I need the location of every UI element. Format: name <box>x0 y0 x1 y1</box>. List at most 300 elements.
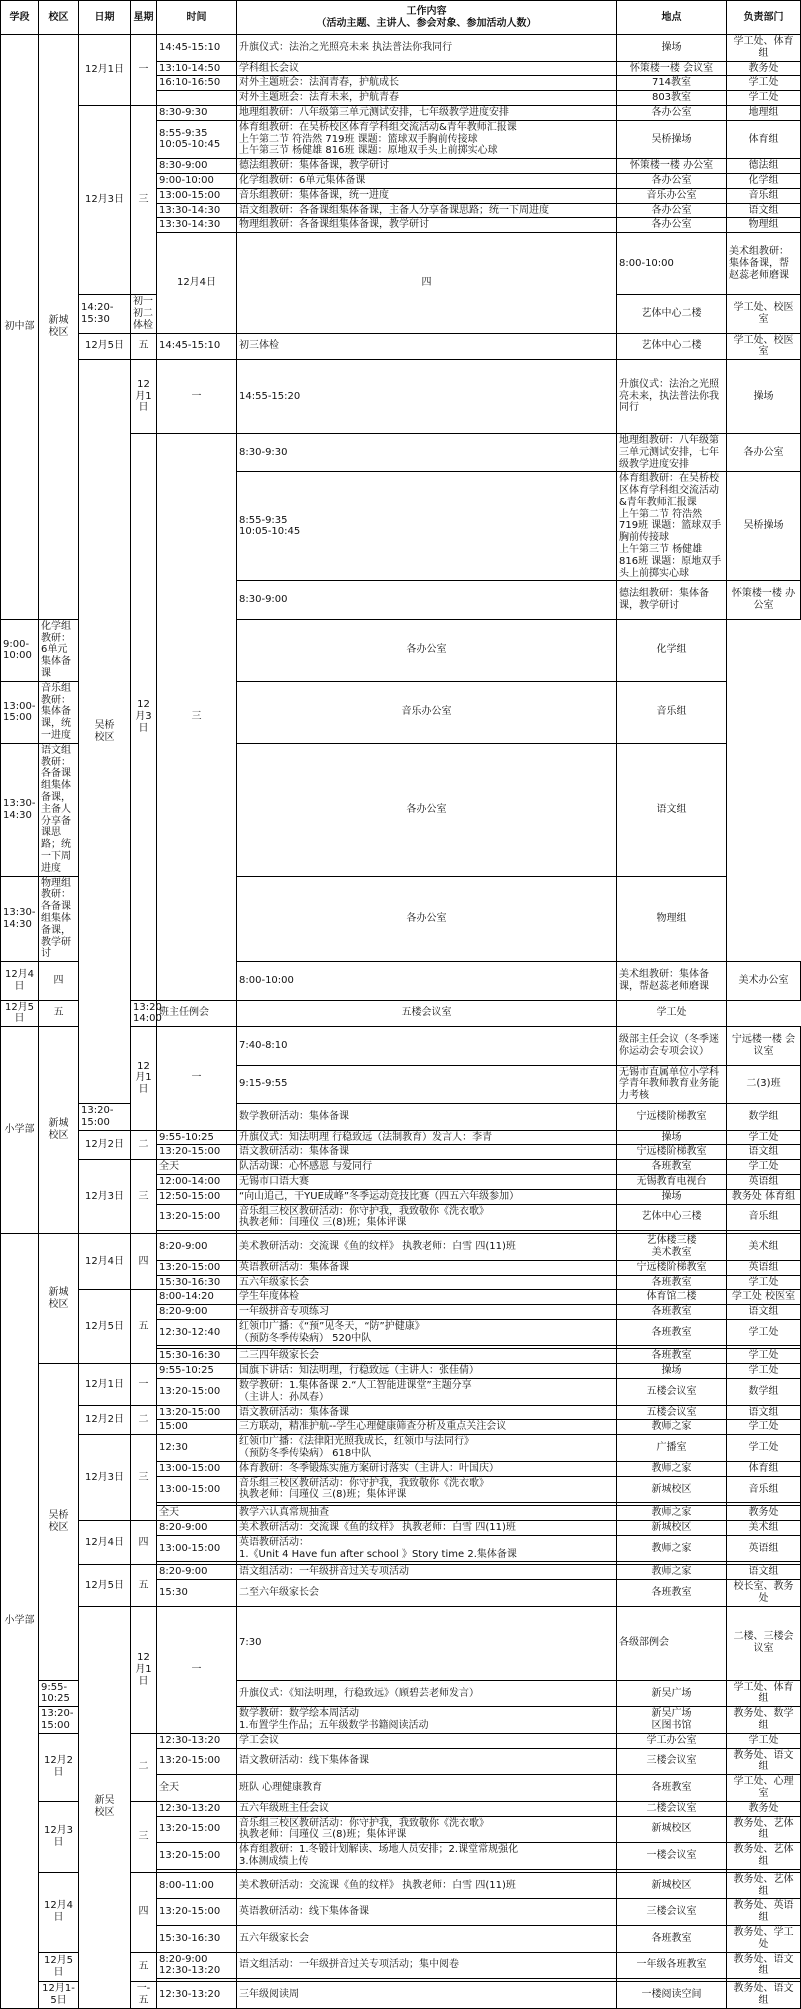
location-cell: 艺体楼三楼 美术教室 <box>617 1234 727 1261</box>
table-row <box>1 1405 801 1420</box>
time-cell: 15:30 <box>157 1580 237 1607</box>
content-cell: 体育组教研：在吴桥校区体育学科组交流活动&青年教师汇报课 上午第二节 符浩然 719班 课题：篮球双手胸前传接球 上午第三节 杨健雄 816班 课题：原地双手头上前掷实心球 <box>617 472 727 581</box>
campus-cell: 新吴 校区 <box>79 1606 131 2008</box>
time-cell: 13:00-15:00 <box>1 681 39 743</box>
content-cell: 初一初二体检 <box>131 295 157 333</box>
time-cell: 13:20-15:00 <box>157 1899 237 1926</box>
content-cell: 体育教研：冬季锻炼实施方案研讨落实（主讲人：叶国庆） <box>237 1461 617 1476</box>
content-cell: 一年级拼音专项练习 <box>237 1305 617 1320</box>
table-row <box>1 1364 801 1379</box>
content-cell: 体育组教研：1.冬锻计划解读、场地人员安排；2.课堂常规强化 3.体测成绩上传 <box>237 1843 617 1870</box>
owner-cell: 数学组 <box>727 1103 801 1130</box>
owner-cell: 学工处 <box>727 1364 801 1379</box>
date-cell: 12月3日 <box>79 105 131 294</box>
table-row <box>1 333 801 360</box>
date-cell: 12月1日 <box>79 1364 131 1405</box>
owner-cell: 教务处 <box>727 61 801 76</box>
header-date: 日期 <box>79 1 131 35</box>
time-cell: 13:00-15:00 <box>157 1476 237 1503</box>
time-cell: 9:55-10:25 <box>157 1364 237 1379</box>
location-cell: 操场 <box>617 1130 727 1145</box>
date-cell: 12月5日 <box>39 1952 79 1982</box>
header-dept: 学段 <box>1 1 39 35</box>
owner-cell: 英语组 <box>727 1174 801 1189</box>
date-cell: 12月3日 <box>131 433 157 1000</box>
date-cell: 12月1-5日 <box>39 1982 79 2009</box>
weekday-cell: 一 <box>131 1364 157 1405</box>
owner-cell: 音乐组 <box>617 681 727 743</box>
time-cell: 13:20-15:00 <box>157 1405 237 1420</box>
content-cell: 物理组教研：各备课组集体备课，教学研讨 <box>39 876 79 962</box>
time-cell: 15:30-16:30 <box>157 1925 237 1952</box>
owner-cell: 体育组 <box>727 120 801 158</box>
time-cell: 13:30-14:30 <box>157 203 237 218</box>
content-cell: 语文组教研：各备课组集体备课，主备人分享备课思路；统一下周进度 <box>39 743 79 876</box>
time-cell: 16:10-16:50 <box>157 76 237 91</box>
table-row <box>1 360 801 434</box>
owner-cell: 化学组 <box>617 619 727 681</box>
campus-cell: 吴桥 校区 <box>39 1364 79 1680</box>
date-cell: 12月5日 <box>1 1000 39 1027</box>
owner-cell: 语文组 <box>727 1145 801 1160</box>
table-row <box>1 35 801 62</box>
campus-cell: 新城 校区 <box>39 35 79 620</box>
location-cell: 音乐办公室 <box>237 681 617 743</box>
location-cell: 各班教室 <box>617 1305 727 1320</box>
time-cell: 13:20-15:00 <box>157 1379 237 1406</box>
content-cell: 音乐组教研：集体备课，统一进度 <box>237 188 617 203</box>
date-cell: 12月2日 <box>79 1405 131 1435</box>
owner-cell: 美术组 <box>727 1521 801 1536</box>
time-cell: 12:30-13:20 <box>157 1801 237 1816</box>
header-time: 时间 <box>157 1 237 35</box>
dept-cell: 初中部 <box>1 35 39 620</box>
content-cell: 美术组教研：集体备课，帮赵蕊老师磨课 <box>727 233 801 295</box>
date-cell: 12月4日 <box>39 1872 79 1952</box>
content-cell: 二至六年级家长会 <box>237 1580 617 1607</box>
location-cell: 怀策楼一楼 办公室 <box>617 159 727 174</box>
location-cell: 各班教室 <box>617 1160 727 1175</box>
time-cell: 14:20-15:30 <box>79 295 131 333</box>
weekday-cell: 五 <box>131 1565 157 1606</box>
location-cell: 新城校区 <box>617 1872 727 1899</box>
location-cell: 怀策楼一楼 办公室 <box>727 581 801 619</box>
location-cell: 各办公室 <box>617 218 727 233</box>
owner-cell: 学工处、校医室 <box>727 333 801 360</box>
weekday-cell: 三 <box>131 1160 157 1234</box>
weekday-cell: 三 <box>131 1801 157 1872</box>
campus-cell: 新城 校区 <box>39 1234 79 1364</box>
location-cell: 各办公室 <box>727 433 801 471</box>
location-cell: 三楼会议室 <box>617 1748 727 1775</box>
content-cell: 物理组教研：各备课组集体备课，教学研讨 <box>237 218 617 233</box>
table-row <box>1 1565 801 1580</box>
content-cell: 数学教研：数学绘本周活动 1.布置学生作品；五年级数学书籍阅读活动 <box>237 1707 617 1734</box>
owner-cell: 学工处、校医室 <box>727 295 801 333</box>
time-cell: 14:45-15:10 <box>157 35 237 62</box>
time-cell: 8:30-9:00 <box>237 581 617 619</box>
location-cell: 各办公室 <box>237 619 617 681</box>
content-cell: 学生年度体检 <box>237 1290 617 1305</box>
content-cell: 英语教研活动：线下集体备课 <box>237 1899 617 1926</box>
owner-cell: 音乐组 <box>727 1476 801 1503</box>
time-cell: 12:50-15:00 <box>157 1189 237 1204</box>
owner-cell: 学工处 <box>727 76 801 91</box>
owner-cell: 美术组 <box>727 1234 801 1261</box>
time-cell: 13:00-15:00 <box>157 1535 237 1562</box>
location-cell: 各班教室 <box>617 1349 727 1364</box>
content-cell: 学科组长会议 <box>237 61 617 76</box>
date-cell: 12月4日 <box>79 1234 131 1290</box>
content-cell: 二三四年级家长会 <box>237 1349 617 1364</box>
location-cell: 音乐办公室 <box>617 188 727 203</box>
time-cell: 9:00-10:00 <box>157 173 237 188</box>
location-cell: 宁远楼阶梯教室 <box>617 1103 727 1130</box>
owner-cell: 教务处、艺体组 <box>727 1816 801 1843</box>
location-cell: 二楼会议室 <box>617 1801 727 1816</box>
time-cell: 14:55-15:20 <box>237 360 617 434</box>
owner-cell: 教务处 <box>727 1801 801 1816</box>
owner-cell: 语文组 <box>727 1565 801 1580</box>
location-cell: 一年级各班教室 <box>617 1952 727 1979</box>
location-cell: 各办公室 <box>237 876 617 962</box>
location-cell: 各班教室 <box>617 1275 727 1290</box>
location-cell: 体育馆二楼 <box>617 1290 727 1305</box>
time-cell: 全天 <box>157 1160 237 1175</box>
weekday-cell: 四 <box>131 1521 157 1565</box>
owner-cell: 教务处、艺体组 <box>727 1843 801 1870</box>
content-cell: 音乐组三校区教研活动：你守护我，我致敬你《洗衣歌》 执教老师：闫瑾仪 三(8)班；集体评课 <box>237 1204 617 1231</box>
owner-cell: 教务处 体育组 <box>727 1189 801 1204</box>
weekday-cell: 一 <box>157 1027 237 1130</box>
time-cell: 8:20-9:00 <box>157 1234 237 1261</box>
owner-cell: 语文组 <box>727 203 801 218</box>
location-cell: 一楼会议室 <box>617 1843 727 1870</box>
owner-cell: 学工处 <box>727 1349 801 1364</box>
content-cell: 语文组教研：各备课组集体备课，主备人分享备课思路；统一下周进度 <box>237 203 617 218</box>
content-cell: 语文组活动：一年级拼音过关专项活动 <box>237 1565 617 1580</box>
owner-cell: 教务处、艺体组 <box>727 1872 801 1899</box>
time-cell: 13:20-15:00 <box>79 1103 131 1130</box>
time-cell: 8:00-11:00 <box>157 1872 237 1899</box>
content-cell: 英语教研活动： 1.《Unit 4 Have fun after school 》Story time 2.集体备课 <box>237 1535 617 1562</box>
location-cell: 各办公室 <box>617 203 727 218</box>
owner-cell: 英语组 <box>727 1260 801 1275</box>
time-cell: 13:20-15:00 <box>157 1260 237 1275</box>
content-cell: 美术教研活动：交流课《鱼的纹样》 执教老师：白雪 四(11)班 <box>237 1521 617 1536</box>
time-cell: 8:30-9:00 <box>157 159 237 174</box>
header-location: 地点 <box>617 1 727 35</box>
location-cell: 教师之家 <box>617 1565 727 1580</box>
time-cell: 13:00-15:00 <box>157 1461 237 1476</box>
owner-cell: 教务处、学工处 <box>727 1925 801 1952</box>
table-row <box>1 1435 801 1462</box>
date-cell: 12月1日 <box>131 1027 157 1130</box>
location-cell: 五楼会议室 <box>237 1000 617 1027</box>
time-cell: 12:30-13:20 <box>157 1982 237 2009</box>
content-cell: 化学组教研：6单元集体备课 <box>39 619 79 681</box>
table-row <box>1 1521 801 1536</box>
time-cell: 12:30 <box>157 1435 237 1462</box>
time-cell: 13:10-14:50 <box>157 61 237 76</box>
date-cell: 12月3日 <box>79 1435 131 1521</box>
content-cell: 德法组教研：集体备课，教学研讨 <box>617 581 727 619</box>
time-cell: 15:30-16:30 <box>157 1349 237 1364</box>
owner-cell: 数学组 <box>727 1379 801 1406</box>
location-cell: 各办公室 <box>617 173 727 188</box>
time-cell: 15:00 <box>157 1420 237 1435</box>
content-cell: 无锡市口语大赛 <box>237 1174 617 1189</box>
date-cell: 12月1日 <box>131 1606 157 1733</box>
owner-cell: 学工处、心理室 <box>727 1775 801 1802</box>
owner-cell: 教务处、语文组 <box>727 1748 801 1775</box>
location-cell: 宁远楼阶梯教室 <box>617 1145 727 1160</box>
owner-cell: 学工处 <box>617 1000 727 1027</box>
content-cell: “向山追己，干YUE成峰”冬季运动竞技比赛（四五六年级参加） <box>237 1189 617 1204</box>
date-cell: 12月4日 <box>157 233 237 333</box>
time-cell: 8:55-9:35 10:05-10:45 <box>157 120 237 158</box>
owner-cell: 学工处 <box>727 1733 801 1748</box>
location-cell: 美术办公室 <box>727 962 801 1000</box>
owner-cell: 教务处、语文组 <box>727 1952 801 1979</box>
table-row <box>1 1160 801 1175</box>
content-cell: 美术教研活动：交流课《鱼的纹样》 执教老师：白雪 四(11)班 <box>237 1872 617 1899</box>
location-cell: 学工办公室 <box>617 1733 727 1748</box>
owner-cell: 语文组 <box>727 1405 801 1420</box>
content-cell: 美术组教研：集体备课，帮赵蕊老师磨课 <box>617 962 727 1000</box>
owner-cell: 学工处、体育组 <box>727 1680 801 1707</box>
table-row <box>1 1130 801 1145</box>
content-cell: 英语教研活动：集体备课 <box>237 1260 617 1275</box>
location-cell: 二楼、三楼会议室 <box>727 1606 801 1680</box>
time-cell: 8:20-9:00 12:30-13:20 <box>157 1952 237 1979</box>
location-cell: 三楼会议室 <box>617 1899 727 1926</box>
table-row <box>1 1606 801 1680</box>
weekday-cell: 一 <box>157 360 237 434</box>
time-cell: 12:00-14:00 <box>157 1174 237 1189</box>
weekday-cell: 三 <box>131 1435 157 1521</box>
date-cell: 12月5日 <box>79 333 131 360</box>
owner-cell: 教务处 <box>727 1506 801 1521</box>
date-cell: 12月5日 <box>79 1565 131 1606</box>
content-cell: 升旗仪式：知法明理 行稳致远（法制教育）发言人：李青 <box>237 1130 617 1145</box>
content-cell: 德法组教研：集体备课，教学研讨 <box>237 159 617 174</box>
owner-cell: 教务处、语文组 <box>727 1982 801 2009</box>
location-cell: 操场 <box>617 1364 727 1379</box>
content-cell: 级部主任会议（冬季迷你运动会专项会议） <box>617 1027 727 1065</box>
time-cell: 全天 <box>157 1506 237 1521</box>
time-cell: 13:30-14:30 <box>1 743 39 876</box>
time-cell: 8:20-9:00 <box>157 1565 237 1580</box>
time-cell: 8:20-9:00 <box>157 1521 237 1536</box>
dept-cell: 小学部 <box>1 1234 39 2009</box>
time-cell: 7:40-8:10 <box>237 1027 617 1065</box>
location-cell: 新城校区 <box>617 1476 727 1503</box>
location-cell: 怀策楼一楼 会议室 <box>617 61 727 76</box>
content-cell: 三方联动，精准护航--学生心理健康筛查分析及重点关注会议 <box>237 1420 617 1435</box>
weekday-cell: 五 <box>131 1290 157 1364</box>
location-cell: 各办公室 <box>617 105 727 120</box>
weekday-cell: 一-五 <box>131 1982 157 2009</box>
content-cell: 国旗下讲话：知法明理，行稳致远（主讲人：张佳倩） <box>237 1364 617 1379</box>
date-cell: 12月5日 <box>79 1290 131 1364</box>
content-cell: 五六年级家长会 <box>237 1275 617 1290</box>
time-cell: 13:20-15:00 <box>157 1145 237 1160</box>
content-cell: 学工会议 <box>237 1733 617 1748</box>
time-cell: 13:20-14:00 <box>131 1000 157 1027</box>
location-cell: 新城校区 <box>617 1816 727 1843</box>
weekday-cell: 四 <box>237 233 617 333</box>
owner-cell: 学工处 <box>727 1435 801 1462</box>
time-cell: 9:55-10:25 <box>157 1130 237 1145</box>
owner-cell: 物理组 <box>727 218 801 233</box>
owner-cell: 学工处 <box>727 1275 801 1290</box>
time-cell: 15:30-16:30 <box>157 1275 237 1290</box>
content-cell: 地理组教研：八年级第三单元测试安排，七年级教学进度安排 <box>237 105 617 120</box>
location-cell: 二(3)班 <box>727 1065 801 1103</box>
content-cell: 队活动课：心怀感恩 与爱同行 <box>237 1160 617 1175</box>
date-cell: 12月4日 <box>79 1521 131 1565</box>
content-cell: 数学教研活动：集体备课 <box>237 1103 617 1130</box>
time-cell: 13:20-15:00 <box>39 1707 79 1734</box>
owner-cell: 学工处 <box>727 1130 801 1145</box>
header-campus: 校区 <box>39 1 79 35</box>
content-cell: 三年级阅读周 <box>237 1982 617 2009</box>
owner-cell: 语文组 <box>617 743 727 876</box>
content-cell: 语文教研活动：集体备课 <box>237 1405 617 1420</box>
location-cell: 宁远楼阶梯教室 <box>617 1260 727 1275</box>
header-owner: 负责部门 <box>727 1 801 35</box>
content-cell: 音乐组三校区教研活动：你守护我，我致敬你《洗衣歌》 执教老师：闫瑾仪 三(8)班；集体评课 <box>237 1816 617 1843</box>
owner-cell: 物理组 <box>617 876 727 962</box>
location-cell: 教师之家 <box>617 1506 727 1521</box>
weekday-cell: 五 <box>131 333 157 360</box>
location-cell: 五楼会议室 <box>617 1379 727 1406</box>
time-cell: 12:30-12:40 <box>157 1319 237 1346</box>
content-cell: 对外主题班会：法育未来，护航青春 <box>237 91 617 106</box>
owner-cell: 学工处 <box>727 91 801 106</box>
content-cell: 化学组教研：6单元集体备课 <box>237 173 617 188</box>
location-cell: 吴桥操场 <box>617 120 727 158</box>
owner-cell: 音乐组 <box>727 1204 801 1231</box>
date-cell: 12月1日 <box>79 35 131 106</box>
header-weekday: 星期 <box>131 1 157 35</box>
table-body <box>1 35 801 2009</box>
time-cell: 13:20-15:00 <box>157 1843 237 1870</box>
weekday-cell: 三 <box>157 433 237 1000</box>
time-cell: 8:55-9:35 10:05-10:45 <box>237 472 617 581</box>
location-cell: 各班教室 <box>617 1775 727 1802</box>
location-cell: 广播室 <box>617 1435 727 1462</box>
location-cell: 教师之家 <box>617 1461 727 1476</box>
content-cell: 数学教研：1.集体备课 2.“人工智能进课堂”主题分享 （主讲人：孙凤春） <box>237 1379 617 1406</box>
weekday-cell: 一 <box>131 35 157 106</box>
location-cell: 各班教室 <box>617 1319 727 1346</box>
content-cell: 升旗仪式：法治之光照亮未来 执法普法你我同行 <box>237 35 617 62</box>
location-cell: 新吴广场 区图书馆 <box>617 1707 727 1734</box>
location-cell: 艺体中心二楼 <box>617 295 727 333</box>
table-header <box>1 1 801 35</box>
table-row <box>1 1234 801 1261</box>
content-cell: 五六年级班主任会议 <box>237 1801 617 1816</box>
content-cell: 语文教研活动：集体备课 <box>237 1145 617 1160</box>
location-cell: 新吴广场 <box>617 1680 727 1707</box>
location-cell: 操场 <box>617 1189 727 1204</box>
time-cell: 12:30-13:20 <box>157 1733 237 1748</box>
location-cell: 操场 <box>727 360 801 434</box>
time-cell: 全天 <box>157 1775 237 1802</box>
content-cell: 对外主题班会：法润青春，护航成长 <box>237 76 617 91</box>
header-content: 工作内容 （活动主题、主讲人、参会对象、参加活动人数） <box>237 1 617 35</box>
table-row <box>1 105 801 120</box>
location-cell: 无锡教育电视台 <box>617 1174 727 1189</box>
location-cell: 操场 <box>617 35 727 62</box>
weekday-cell: 二 <box>131 1130 157 1160</box>
content-cell: 红领巾广播：《“预”见冬天，“防”护健康》 （预防冬季传染病） 520中队 <box>237 1319 617 1346</box>
location-cell: 各办公室 <box>237 743 617 876</box>
date-cell: 12月2日 <box>39 1733 79 1801</box>
date-cell: 12月1日 <box>131 360 157 434</box>
content-cell: 初三体检 <box>237 333 617 360</box>
weekday-cell: 五 <box>39 1000 79 1027</box>
weekday-cell: 一 <box>157 1606 237 1733</box>
content-cell: 音乐组教研：集体备课，统一进度 <box>39 681 79 743</box>
location-cell: 714教室 <box>617 76 727 91</box>
content-cell: 升旗仪式：法治之光照亮未来，执法普法你我同行 <box>617 360 727 434</box>
content-cell: 语文教研活动：线下集体备课 <box>237 1748 617 1775</box>
time-cell: 8:30-9:30 <box>157 105 237 120</box>
owner-cell: 学工处 <box>727 1420 801 1435</box>
location-cell: 803教室 <box>617 91 727 106</box>
time-cell: 13:20-15:00 <box>157 1748 237 1775</box>
location-cell: 艺体中心二楼 <box>617 333 727 360</box>
date-cell: 12月4日 <box>1 962 39 1000</box>
location-cell: 吴桥操场 <box>727 472 801 581</box>
content-cell: 地理组教研：八年级第三单元测试安排，七年级教学进度安排 <box>617 433 727 471</box>
campus-cell: 新城 校区 <box>39 1027 79 1234</box>
time-cell: 8:00-14:20 <box>157 1290 237 1305</box>
content-cell: 体育组教研：在吴桥校区体育学科组交流活动&青年教师汇报课 上午第二节 符浩然 719班 课题：篮球双手胸前传接球 上午第三节 杨健雄 816班 课题：原地双手头上前掷实心球 <box>237 120 617 158</box>
time-cell: 14:45-15:10 <box>157 333 237 360</box>
date-cell: 12月3日 <box>39 1801 79 1872</box>
weekday-cell: 四 <box>131 1872 157 1952</box>
time-cell: 13:00-15:00 <box>157 188 237 203</box>
location-cell: 一楼阅读空间 <box>617 1982 727 2009</box>
time-cell: 13:30-14:30 <box>1 876 39 962</box>
owner-cell: 学工处、体育组 <box>727 35 801 62</box>
owner-cell: 教务处、数学组 <box>727 1707 801 1734</box>
time-cell: 9:55-10:25 <box>39 1680 79 1707</box>
weekday-cell: 三 <box>131 105 157 294</box>
content-cell: 班主任例会 <box>157 1000 237 1027</box>
content-cell: 音乐组三校区教研活动：你守护我，我致敬你《洗衣歌》 执教老师：闫瑾仪 三(8)班；集体评课 <box>237 1476 617 1503</box>
owner-cell: 化学组 <box>727 173 801 188</box>
owner-cell: 学工处 校医室 <box>727 1290 801 1305</box>
content-cell: 美术教研活动：交流课《鱼的纹样》 执教老师：白雪 四(11)班 <box>237 1234 617 1261</box>
campus-cell: 吴桥 校区 <box>79 360 131 1104</box>
weekday-cell: 二 <box>131 1405 157 1435</box>
date-cell: 12月3日 <box>79 1160 131 1234</box>
owner-cell: 地理组 <box>727 105 801 120</box>
header-row <box>1 1 801 35</box>
dept-cell: 小学部 <box>1 1027 39 1234</box>
table-row <box>1 1103 801 1130</box>
owner-cell: 英语组 <box>727 1535 801 1562</box>
content-cell: 无锡市直属单位小学科学青年教师教育业务能力考核 <box>617 1065 727 1103</box>
content-cell: 红领巾广播：《法律阳光照我成长，红领巾与法同行》 （预防冬季传染病） 618中队 <box>237 1435 617 1462</box>
location-cell: 新城校区 <box>617 1521 727 1536</box>
weekday-cell: 二 <box>131 1733 157 1801</box>
